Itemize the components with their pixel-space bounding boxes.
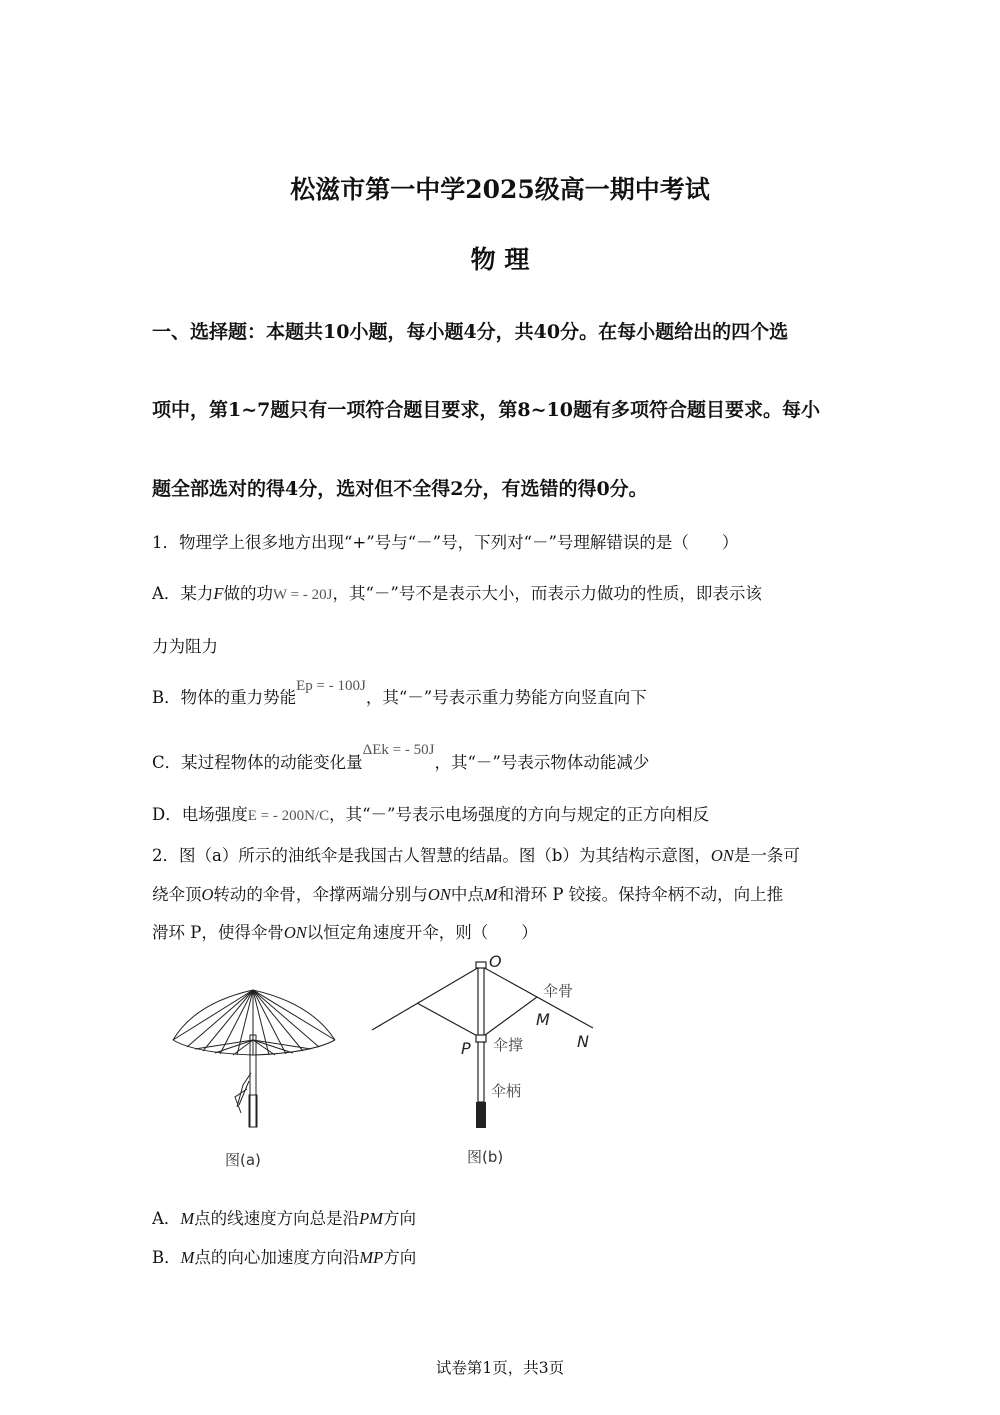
- q2-l2-b: 转动的伞骨，伞撑两端分别与: [213, 885, 428, 904]
- q2-b-var1: M: [180, 1248, 195, 1267]
- q2-l2-a: 绕伞顶: [152, 885, 202, 904]
- q1-option-a-line-2: 力为阻力: [152, 637, 218, 656]
- q2-l3-b: 以恒定角速度开伞，则（ ）: [306, 923, 538, 942]
- q2-l1-var: ON: [710, 846, 734, 865]
- q1-b-prefix: B．物体的重力势能: [152, 688, 297, 707]
- q1-c-prefix: C．某过程物体的动能变化量: [152, 753, 363, 772]
- label-handle: 伞柄: [491, 1082, 522, 1100]
- section-instructions-line-3: 题全部选对的得4分，选对但不全得2分，有选错的得0分。: [152, 478, 648, 500]
- q2-b-pre: B．: [152, 1248, 181, 1267]
- umbrella-figure-a: [165, 985, 345, 1175]
- q1-stem: 1．物理学上很多地方出现“+”号与“－”号，下列对“－”号理解错误的是（ ）: [152, 533, 739, 552]
- fig-b-caption: 图(b): [467, 1148, 504, 1166]
- q2-l2-var2: ON: [427, 885, 451, 904]
- q1-a-formula: W = - 20J: [273, 587, 333, 603]
- label-p: P: [461, 1039, 471, 1058]
- q2-stem-line-3: [152, 919, 538, 943]
- section-instructions-line-2: 项中，第1~7题只有一项符合题目要求，第8~10题有多项符合题目要求。每小: [152, 399, 820, 421]
- label-n: N: [577, 1032, 589, 1051]
- handle-grip: [476, 1102, 486, 1128]
- label-rib: 伞骨: [543, 982, 574, 1000]
- q1-a-post: ，其“－”号不是表示大小，而表示力做功的性质，即表示该: [332, 584, 762, 603]
- section-instructions-line-1: 一、选择题：本题共10小题，每小题4分，共40分。在每小题给出的四个选: [152, 321, 789, 343]
- q2-b-mid: 点的向心加速度方向沿: [194, 1248, 360, 1267]
- q2-stem-line-1: [152, 842, 800, 866]
- page-footer: 试卷第1页，共3页: [435, 1359, 565, 1377]
- exam-title: 松滋市第一中学2025级高一期中考试: [290, 175, 710, 204]
- fig-a-caption: 图(a): [225, 1151, 261, 1169]
- q1-a-var: F: [213, 584, 224, 603]
- q1-a-mid: 做的功: [223, 584, 274, 603]
- q1-d-post: ，其“－”号表示电场强度的方向与规定的正方向相反: [329, 805, 709, 824]
- q2-option-b: [152, 1244, 416, 1268]
- q2-l2-d: 和滑环 P 铰接。保持伞柄不动，向上推: [497, 885, 784, 904]
- q2-l1-post: 是一条可: [733, 846, 800, 865]
- q2-l3-a: 滑环 P，使得伞骨: [152, 923, 284, 942]
- q2-a-var2: PM: [359, 1209, 383, 1228]
- q1-c-formula: ΔEk = - 50J: [362, 742, 435, 758]
- label-o: O: [489, 952, 502, 971]
- q2-l2-c: 中点: [450, 885, 484, 904]
- q2-l2-var1: O: [201, 885, 214, 904]
- q1-d-prefix: D．电场强度: [152, 805, 248, 824]
- q2-l1-pre: 2．图（a）所示的油纸伞是我国古人智慧的结晶。图（b）为其结构示意图，: [152, 846, 711, 865]
- q1-option-c: [152, 742, 650, 773]
- q2-option-a: [152, 1205, 416, 1229]
- q1-option-b: [152, 678, 647, 708]
- q2-b-var2: MP: [359, 1248, 384, 1267]
- umbrella-diagram-b: [365, 950, 615, 1175]
- q2-l2-var3: M: [483, 885, 498, 904]
- q1-option-d: [152, 801, 709, 825]
- q2-stem-line-2: [152, 881, 783, 905]
- q2-l3-var: ON: [283, 923, 307, 942]
- q2-a-post: 方向: [383, 1209, 416, 1228]
- q2-a-mid: 点的线速度方向总是沿: [194, 1209, 360, 1228]
- q1-c-post: ，其“－”号表示物体动能减少: [434, 753, 650, 772]
- subject-title: 物 理: [470, 245, 530, 274]
- q1-option-a: [152, 580, 762, 604]
- q2-a-pre: A．: [152, 1209, 181, 1228]
- q2-b-post: 方向: [383, 1248, 417, 1267]
- q2-a-var1: M: [180, 1209, 195, 1228]
- q1-a-prefix: A．某力: [152, 584, 214, 603]
- label-strut: 伞撑: [493, 1036, 524, 1054]
- q1-d-formula: E = - 200N/C: [247, 808, 330, 824]
- q1-b-post: ，其“－”号表示重力势能方向竖直向下: [365, 688, 647, 707]
- label-m: M: [536, 1010, 550, 1029]
- q1-b-formula: Ep = - 100J: [296, 678, 366, 694]
